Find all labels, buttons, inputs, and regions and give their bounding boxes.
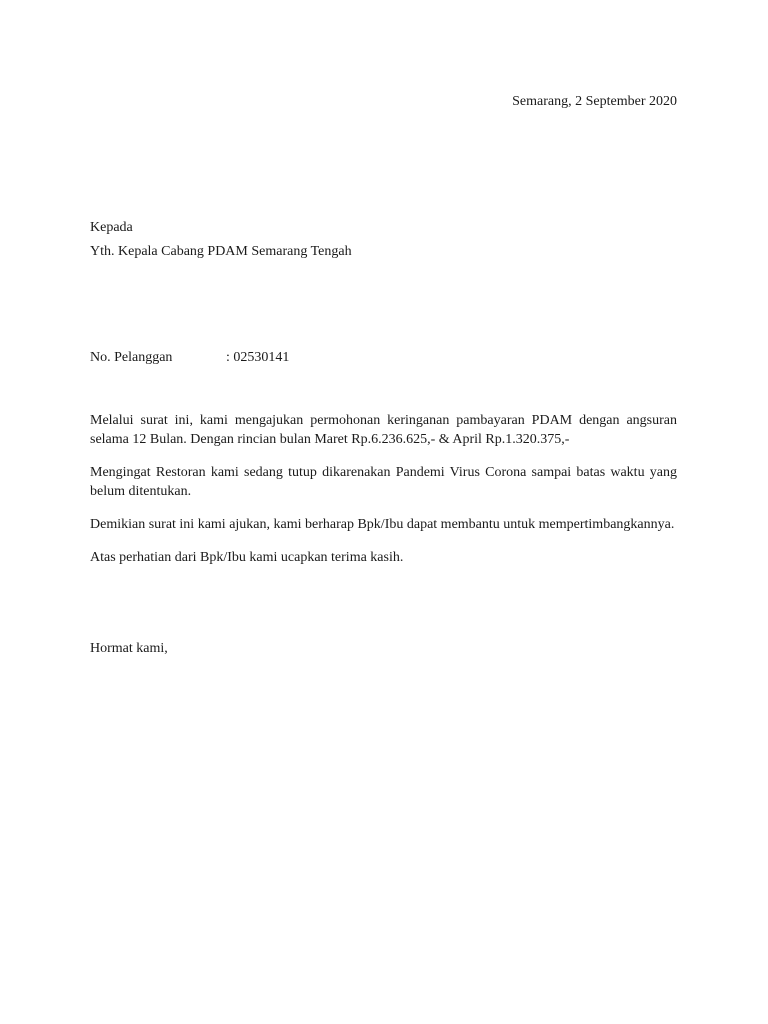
- letter-body: [90, 411, 677, 581]
- recipient-name: Yth. Kepala Cabang PDAM Semarang Tengah: [90, 244, 352, 259]
- recipient-block: [90, 216, 352, 264]
- body-paragraph-reason: Mengingat Restoran kami sedang tutup dikarenakan Pandemi Virus Corona sampai batas waktu yang belum ditentukan.: [90, 465, 677, 499]
- letter-closing: Hormat kami,: [90, 641, 168, 656]
- customer-number-row: [90, 348, 289, 368]
- customer-number-label: No. Pelanggan: [90, 350, 173, 365]
- body-paragraph-request: Melalui surat ini, kami mengajukan permohonan keringanan pambayaran PDAM dengan angsuran selama 12 Bulan. Dengan rincian bulan Maret Rp.6.236.625,- & April Rp.1.320.375,-: [90, 413, 677, 447]
- recipient-salutation: Kepada: [90, 220, 133, 235]
- body-paragraph-hope: Demikian surat ini kami ajukan, kami berharap Bpk/Ibu dapat membantu untuk mempertimbangkannya.: [90, 517, 675, 532]
- letter-date: Semarang, 2 September 2020: [512, 94, 677, 109]
- customer-number-value: : 02530141: [226, 350, 290, 365]
- body-paragraph-thanks: Atas perhatian dari Bpk/Ibu kami ucapkan terima kasih.: [90, 550, 404, 565]
